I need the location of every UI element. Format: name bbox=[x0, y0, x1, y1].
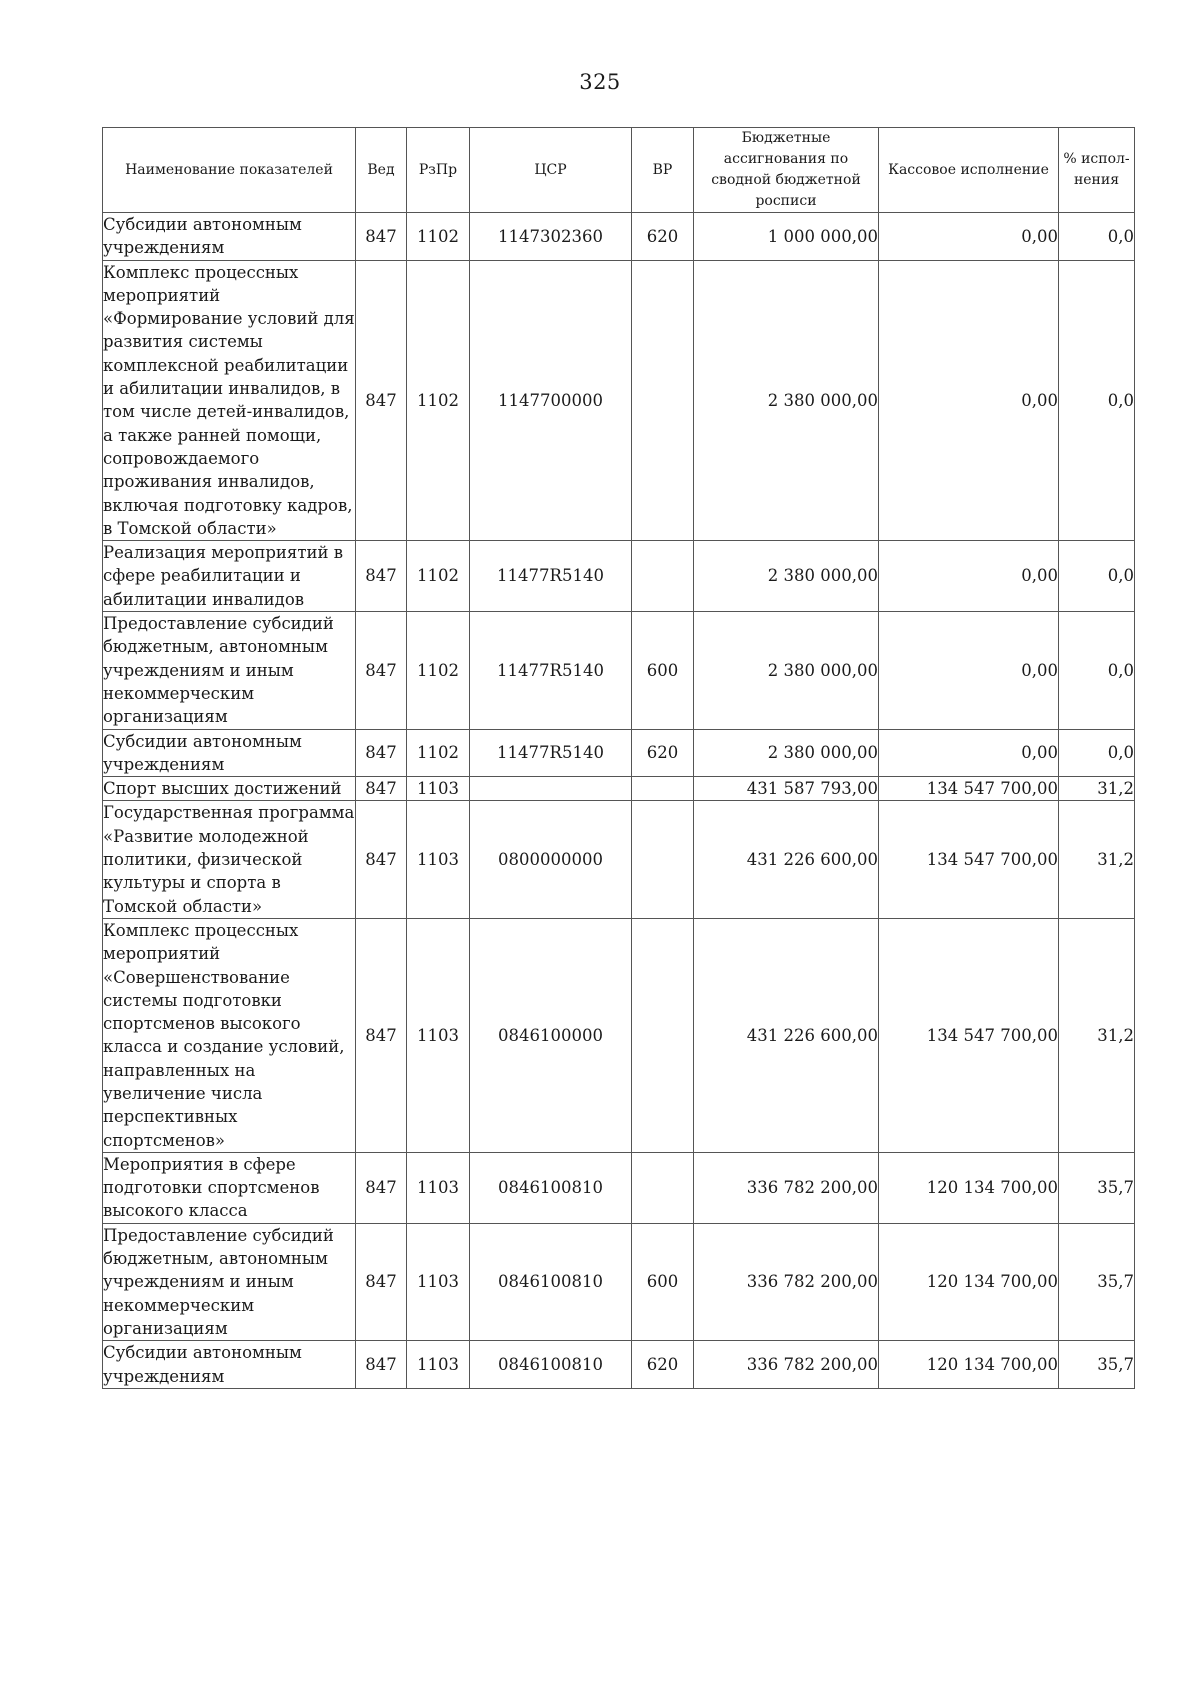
table-row bbox=[103, 777, 1135, 801]
cell-budget: 336 782 200,00 bbox=[694, 1152, 879, 1223]
cell-budget: 2 380 000,00 bbox=[694, 260, 879, 541]
cell-vr bbox=[632, 1152, 694, 1223]
header-name: Наименование показателей bbox=[103, 128, 356, 213]
cell-name: Спорт высших достижений bbox=[103, 777, 356, 801]
cell-budget: 431 587 793,00 bbox=[694, 777, 879, 801]
cell-cash: 0,00 bbox=[879, 729, 1059, 777]
cell-pct: 31,2 bbox=[1059, 918, 1135, 1152]
cell-pct: 35,7 bbox=[1059, 1223, 1135, 1340]
cell-ved: 847 bbox=[356, 918, 407, 1152]
cell-pct: 35,7 bbox=[1059, 1152, 1135, 1223]
cell-ved: 847 bbox=[356, 777, 407, 801]
cell-rzpr: 1102 bbox=[407, 729, 470, 777]
cell-budget: 336 782 200,00 bbox=[694, 1341, 879, 1389]
header-row bbox=[103, 128, 1135, 213]
header-rzpr: РзПр bbox=[407, 128, 470, 213]
cell-budget: 431 226 600,00 bbox=[694, 801, 879, 918]
cell-name: Комплекс процессных мероприятий «Формирование условий для развития системы комплексной реабилитации и абилитации инвалидов, в том числе детей-инвалидов, а также ранней помощи, сопровождаемого проживания инвалидов, включая подготовку кадров, в Томской области» bbox=[103, 260, 356, 541]
header-csr: ЦСР bbox=[470, 128, 632, 213]
cell-name: Мероприятия в сфере подготовки спортсменов высокого класса bbox=[103, 1152, 356, 1223]
cell-budget: 2 380 000,00 bbox=[694, 729, 879, 777]
table-row bbox=[103, 1223, 1135, 1340]
cell-budget: 2 380 000,00 bbox=[694, 541, 879, 612]
cell-vr bbox=[632, 260, 694, 541]
cell-cash: 134 547 700,00 bbox=[879, 777, 1059, 801]
cell-cash: 120 134 700,00 bbox=[879, 1152, 1059, 1223]
cell-pct: 31,2 bbox=[1059, 801, 1135, 918]
cell-csr: 0846100000 bbox=[470, 918, 632, 1152]
cell-name: Субсидии автономным учреждениям bbox=[103, 729, 356, 777]
cell-cash: 0,00 bbox=[879, 612, 1059, 729]
cell-csr: 11477R5140 bbox=[470, 541, 632, 612]
cell-csr: 0846100810 bbox=[470, 1152, 632, 1223]
cell-vr bbox=[632, 918, 694, 1152]
cell-name: Субсидии автономным учреждениям bbox=[103, 1341, 356, 1389]
cell-cash: 134 547 700,00 bbox=[879, 918, 1059, 1152]
cell-pct: 0,0 bbox=[1059, 260, 1135, 541]
cell-cash: 0,00 bbox=[879, 213, 1059, 261]
cell-pct: 31,2 bbox=[1059, 777, 1135, 801]
cell-vr bbox=[632, 801, 694, 918]
cell-vr: 600 bbox=[632, 612, 694, 729]
cell-csr: 11477R5140 bbox=[470, 729, 632, 777]
cell-budget: 336 782 200,00 bbox=[694, 1223, 879, 1340]
cell-rzpr: 1102 bbox=[407, 612, 470, 729]
table-row bbox=[103, 612, 1135, 729]
cell-csr: 1147700000 bbox=[470, 260, 632, 541]
cell-ved: 847 bbox=[356, 612, 407, 729]
cell-vr: 620 bbox=[632, 1341, 694, 1389]
cell-vr bbox=[632, 541, 694, 612]
cell-budget: 2 380 000,00 bbox=[694, 612, 879, 729]
cell-csr: 1147302360 bbox=[470, 213, 632, 261]
cell-rzpr: 1103 bbox=[407, 801, 470, 918]
cell-rzpr: 1103 bbox=[407, 918, 470, 1152]
cell-pct: 0,0 bbox=[1059, 612, 1135, 729]
cell-csr: 0846100810 bbox=[470, 1341, 632, 1389]
cell-cash: 120 134 700,00 bbox=[879, 1223, 1059, 1340]
cell-rzpr: 1103 bbox=[407, 1341, 470, 1389]
cell-csr bbox=[470, 777, 632, 801]
cell-ved: 847 bbox=[356, 801, 407, 918]
cell-cash: 120 134 700,00 bbox=[879, 1341, 1059, 1389]
cell-rzpr: 1102 bbox=[407, 260, 470, 541]
cell-rzpr: 1102 bbox=[407, 213, 470, 261]
cell-ved: 847 bbox=[356, 729, 407, 777]
cell-vr: 620 bbox=[632, 213, 694, 261]
cell-name: Реализация мероприятий в сфере реабилитации и абилитации инвалидов bbox=[103, 541, 356, 612]
cell-cash: 0,00 bbox=[879, 260, 1059, 541]
cell-ved: 847 bbox=[356, 1152, 407, 1223]
cell-cash: 134 547 700,00 bbox=[879, 801, 1059, 918]
cell-ved: 847 bbox=[356, 260, 407, 541]
cell-name: Предоставление субсидий бюджетным, автономным учреждениям и иным некоммерческим организациям bbox=[103, 612, 356, 729]
cell-rzpr: 1102 bbox=[407, 541, 470, 612]
table-row bbox=[103, 1152, 1135, 1223]
table-row bbox=[103, 801, 1135, 918]
cell-budget: 431 226 600,00 bbox=[694, 918, 879, 1152]
cell-ved: 847 bbox=[356, 541, 407, 612]
table-row bbox=[103, 213, 1135, 261]
table-row bbox=[103, 729, 1135, 777]
cell-cash: 0,00 bbox=[879, 541, 1059, 612]
cell-pct: 0,0 bbox=[1059, 729, 1135, 777]
header-cash: Кассовое исполнение bbox=[879, 128, 1059, 213]
cell-ved: 847 bbox=[356, 1223, 407, 1340]
cell-rzpr: 1103 bbox=[407, 777, 470, 801]
cell-vr: 620 bbox=[632, 729, 694, 777]
header-vr: ВР bbox=[632, 128, 694, 213]
budget-table bbox=[102, 127, 1135, 1389]
cell-pct: 35,7 bbox=[1059, 1341, 1135, 1389]
cell-csr: 0800000000 bbox=[470, 801, 632, 918]
table-row bbox=[103, 1341, 1135, 1389]
header-ved: Вед bbox=[356, 128, 407, 213]
cell-name: Предоставление субсидий бюджетным, автономным учреждениям и иным некоммерческим организациям bbox=[103, 1223, 356, 1340]
cell-pct: 0,0 bbox=[1059, 213, 1135, 261]
header-pct: % испол- нения bbox=[1059, 128, 1135, 213]
table-row bbox=[103, 260, 1135, 541]
cell-vr: 600 bbox=[632, 1223, 694, 1340]
table-row bbox=[103, 918, 1135, 1152]
cell-pct: 0,0 bbox=[1059, 541, 1135, 612]
cell-rzpr: 1103 bbox=[407, 1223, 470, 1340]
cell-csr: 0846100810 bbox=[470, 1223, 632, 1340]
table-row bbox=[103, 541, 1135, 612]
cell-name: Государственная программа «Развитие молодежной политики, физической культуры и спорта в Томской области» bbox=[103, 801, 356, 918]
cell-budget: 1 000 000,00 bbox=[694, 213, 879, 261]
cell-rzpr: 1103 bbox=[407, 1152, 470, 1223]
cell-ved: 847 bbox=[356, 213, 407, 261]
cell-vr bbox=[632, 777, 694, 801]
page-number: 325 bbox=[579, 70, 621, 94]
cell-name: Комплекс процессных мероприятий «Совершенствование системы подготовки спортсменов высокого класса и создание условий, направленных на увеличение числа перспективных спортсменов» bbox=[103, 918, 356, 1152]
cell-ved: 847 bbox=[356, 1341, 407, 1389]
header-budget: Бюджетные ассигнования по сводной бюджетной росписи bbox=[694, 128, 879, 213]
cell-csr: 11477R5140 bbox=[470, 612, 632, 729]
cell-name: Субсидии автономным учреждениям bbox=[103, 213, 356, 261]
